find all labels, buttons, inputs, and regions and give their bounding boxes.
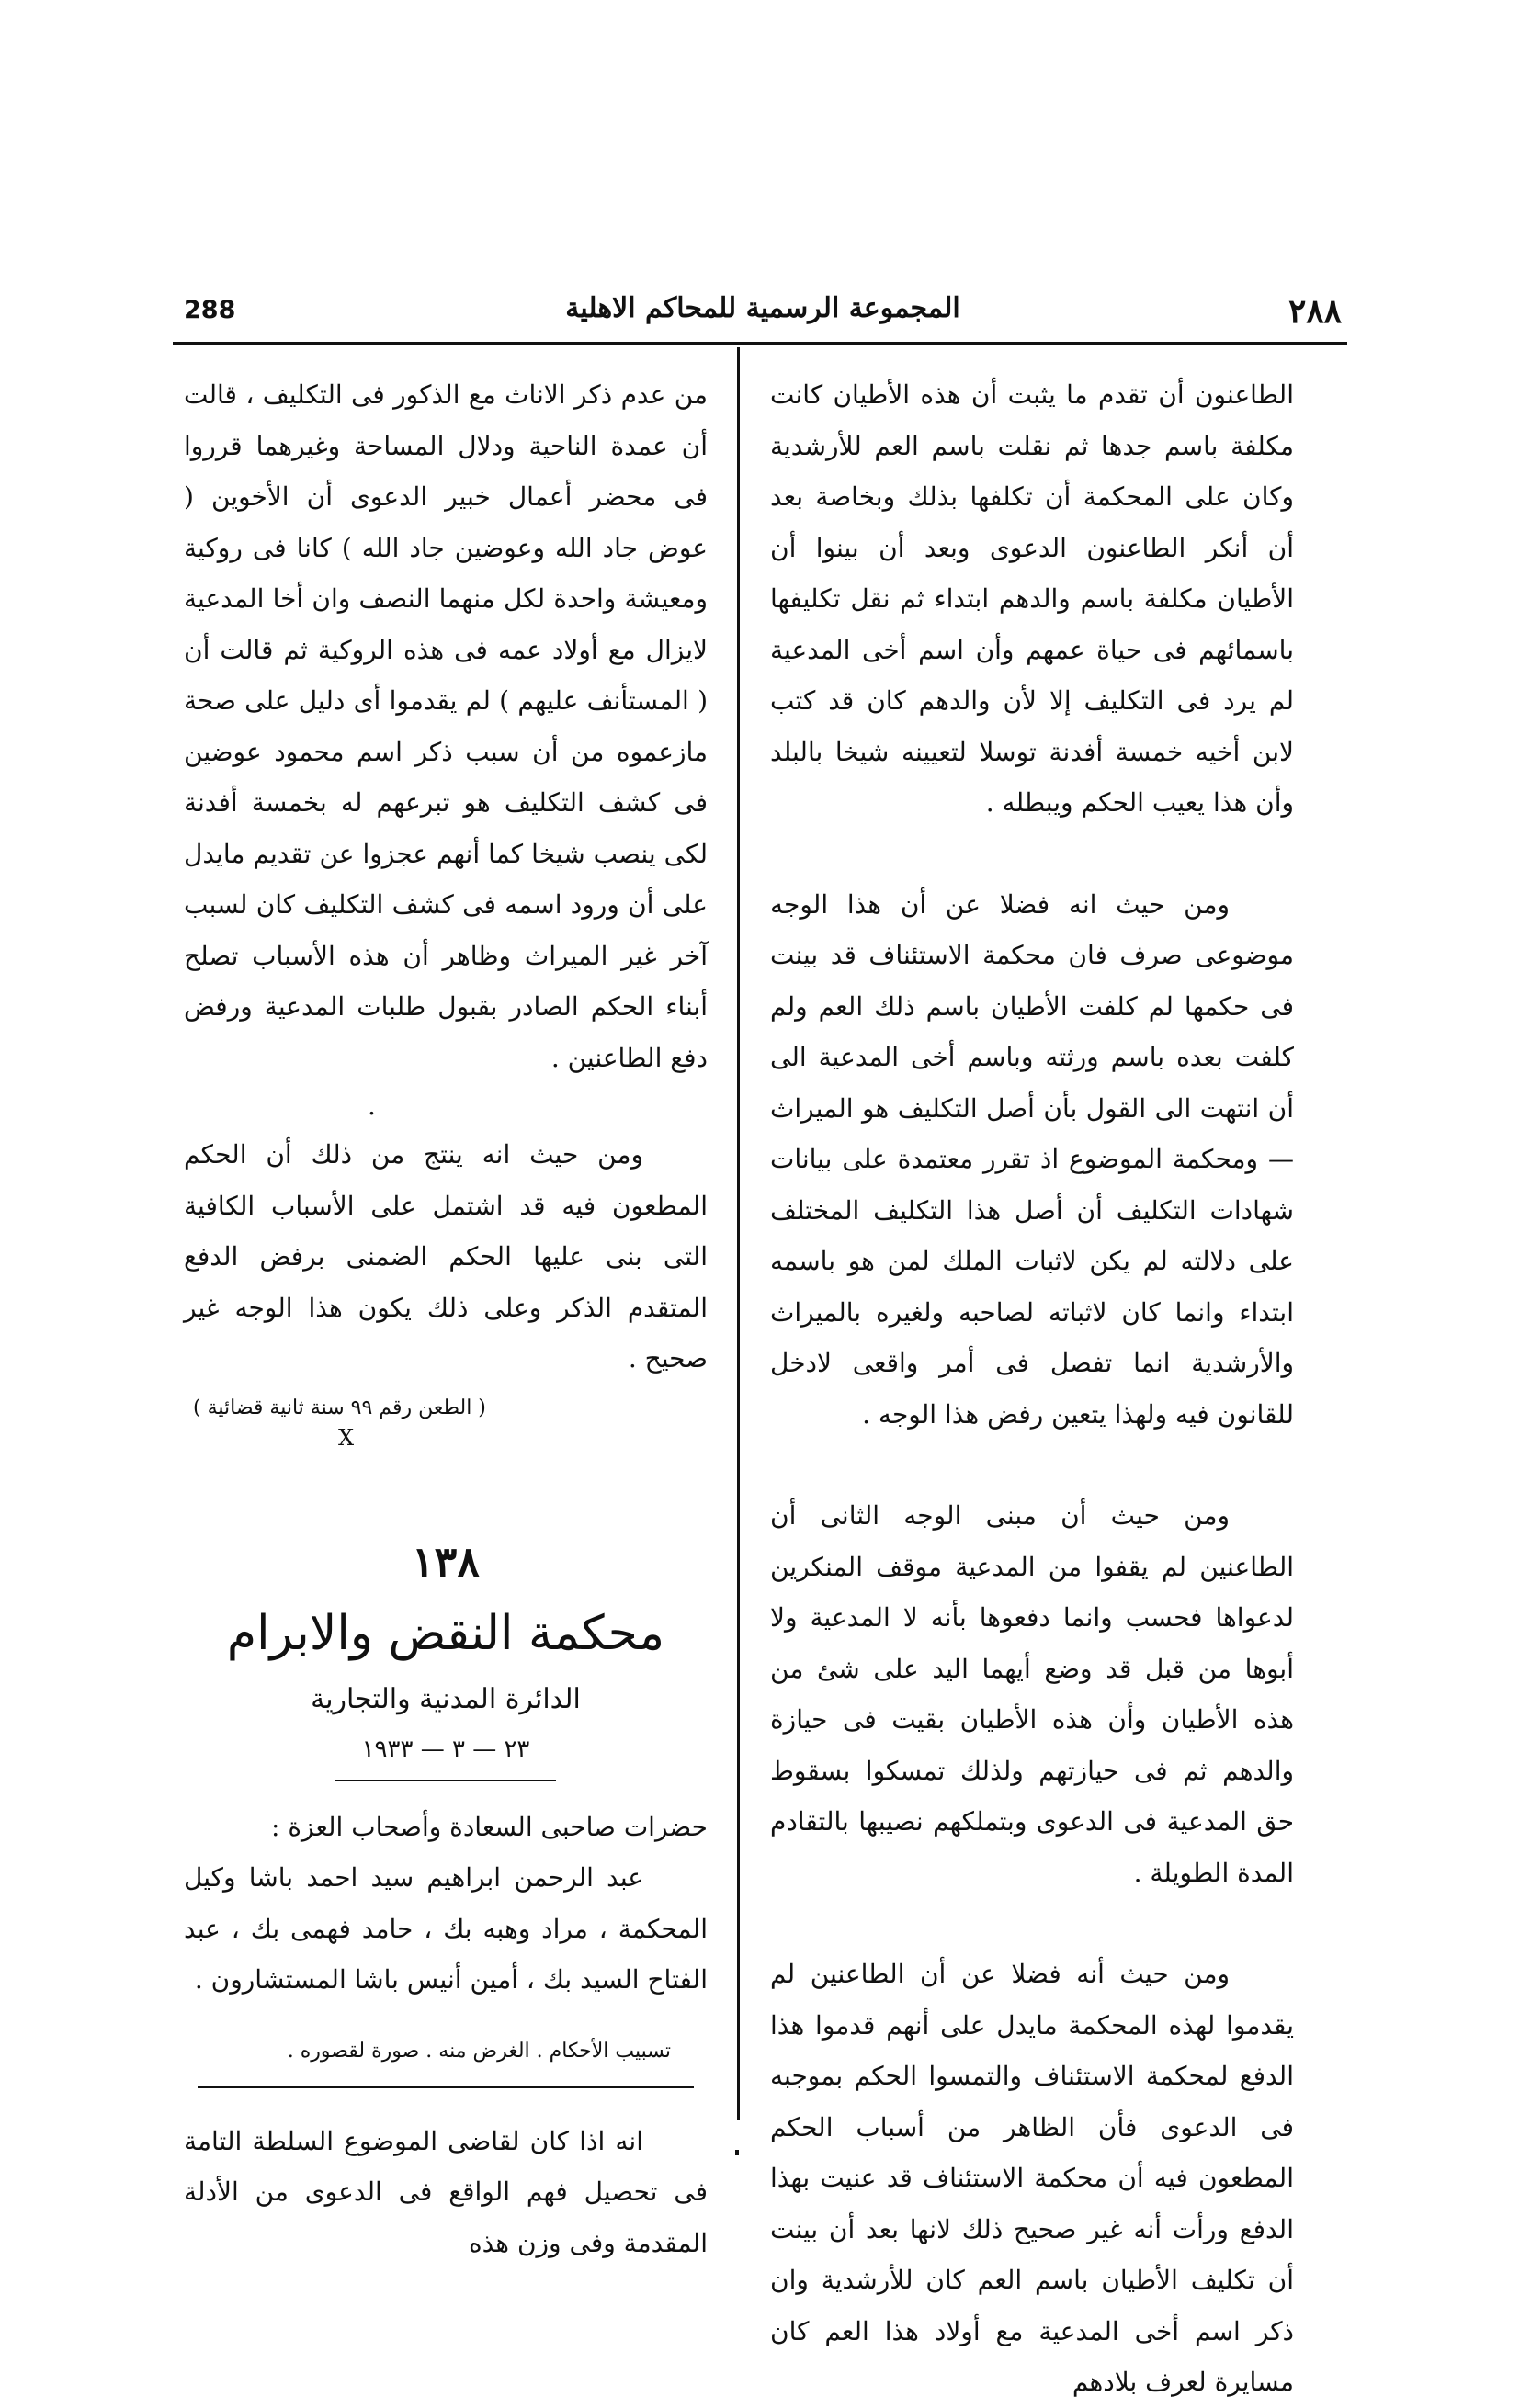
attendees-intro: حضرات صاحبى السعادة وأصحاب العزة :	[271, 1811, 708, 1842]
paragraph: من عدم ذكر الاناث مع الذكور فى التكليف ، قالت أن عمدة الناحية ودلال المساحة وغيرهما قرروا فى محضر أعمال خبير الدعوى أن الأخوين ( عوض جاد الله وعوضين جاد الله ) كانا فى روكية ومعيشة واحدة لكل منهما النصف وان أخا المدعية لايزال مع أولاد عمه فى هذه الروكية ثم قالت أن ( المستأنف عليهم ) لم يقدموا أى دليل على صحة مازعموه من أن سبب ذكر اسم محمود عوضين فى كشف التكليف هو تبرعهم له بخمسة أفدنة لكى ينصب شيخا كما أنهم عجزوا عن تقديم مايدل على أن ورود اسمه فى كشف التكليف كان لسبب آخر غير الميراث وظاهر أن هذه الأسباب تصلح أبناء الحكم الصادر بقبول طلبات المدعية ورفض دفع الطاعنين .	[184, 379, 708, 1073]
court-name: محكمة النقض والابرام	[226, 1605, 665, 1661]
running-title: المجموعة الرسمية للمحاكم الاهلية	[565, 292, 960, 324]
paragraph: الطاعنون أن تقدم ما يثبت أن هذه الأطيان كانت مكلفة باسم جدها ثم نقلت باسم العم للأرشدية وكان على المحكمة أن تكلفها بذلك وبخاصة بعد أن أنكر الطاعنون الدعوى وبعد أن بينوا أن الأطيان مكلفة باسم والدهم ابتداء ثم نقل تكليفها باسمائهم فى حياة عمهم وأن اسم أخى المدعية لم يرد فى التكليف إلا لأن والدهم كان قد كتب لابن أخيه خمسة أفدنة توسلا لتعيينه شيخا بالبلد وأن هذا يعيب الحكم ويبطله .	[770, 379, 1294, 818]
right-column	[770, 369, 1294, 2408]
page-number-latin: 288	[184, 296, 236, 324]
separator-rule	[198, 2086, 694, 2088]
case-number: ١٣٨	[411, 1536, 481, 1587]
case-citation: ( الطعن رقم ٩٩ سنة ثانية قضائية )	[193, 1396, 486, 1419]
paragraph: ومن حيث أن مبنى الوجه الثانى أن الطاعنين لم يقفوا من المدعية موقف المنكرين لدعواها فحسب وانما دفعوها بأنه لا المدعية ولا أبوها من قبل قد وضع أيهما اليد على شئ من هذه الأطيان وأن هذه الأطيان بقيت فى حيازة والدهم ثم فى حيازتهم ولذلك تمسكوا بسقوط حق المدعية فى الدعوى وبتملكهم نصيبها بالتقادم المدة الطويلة .	[770, 1500, 1294, 1888]
separator-rule	[335, 1780, 556, 1781]
column-divider	[737, 347, 740, 2120]
header-rule	[173, 342, 1347, 345]
page-number-arabic: ٢٨٨	[1287, 292, 1342, 331]
paragraph: انه اذا كان لقاضى الموضوع السلطة التامة فى تحصيل فهم الواقع فى الدعوى من الأدلة المقدمة وفى وزن هذه	[184, 2125, 708, 2258]
court-circuit: الدائرة المدنية والتجارية	[311, 1682, 581, 1715]
left-column	[184, 369, 708, 2268]
page-header	[184, 292, 1342, 342]
paragraph: ومن حيث انه فضلا عن أن هذا الوجه موضوعى صرف فان محكمة الاستئناف قد بينت فى حكمها لم كلفت الأطيان باسم ذلك العم ولم كلفت بعده باسم ورثته وباسم أخى المدعية الى أن انتهت الى القول بأن أصل التكليف هو الميراث — ومحكمة الموضوع اذ تقرر معتمدة على بيانات شهادات التكليف أن أصل هذا التكليف المختلف على دلالته لم يكن لاثبات الملك لمن هو باسمه ابتداء وانما كان لاثباته لصاحبه ولغيره بالميراث والأرشدية انما تفصل فى أمر واقعى لادخل للقانون فيه ولهذا يتعين رفض هذا الوجه .	[770, 888, 1294, 1430]
print-mark	[735, 2150, 739, 2155]
dot-mark: .	[368, 1091, 376, 1121]
paragraph: ومن حيث انه ينتج من ذلك أن الحكم المطعون فيه قد اشتمل على الأسباب الكافية التى بنى عليها الحكم الضمنى برفض الدفع المتقدم الذكر وعلى ذلك يكون هذا الوجه غير صحيح .	[184, 1139, 708, 1374]
judges-list: عبد الرحمن ابراهيم سيد احمد باشا وكيل المحكمة ، مراد وهبه بك ، حامد فهمى بك ، عبد الفتاح السيد بك ، أمين أنيس باشا المستشارون .	[184, 1862, 708, 1995]
case-date: ٢٣ — ٣ — ١٩٣٣	[361, 1735, 530, 1763]
paragraph: ومن حيث أنه فضلا عن أن الطاعنين لم يقدموا لهذه المحكمة مايدل على أنهم قدموا هذا الدفع لمحكمة الاستئناف والتمسوا الحكم بموجبه فى الدعوى فأن الظاهر من أسباب الحكم المطعون فيه أن محكمة الاستئناف قد عنيت بهذا الدفع ورأت أنه غير صحيح ذلك لانها بعد أن بينت أن تكليف الأطيان باسم العم كان للأرشدية وان ذكر اسم أخى المدعية مع أولاد هذا العم كان مسايرة لعرف بلادهم	[770, 1959, 1294, 2397]
x-mark: X	[338, 1424, 355, 1451]
case-keywords: تسبيب الأحكام . الغرض منه . صورة لقصوره .	[287, 2039, 671, 2063]
